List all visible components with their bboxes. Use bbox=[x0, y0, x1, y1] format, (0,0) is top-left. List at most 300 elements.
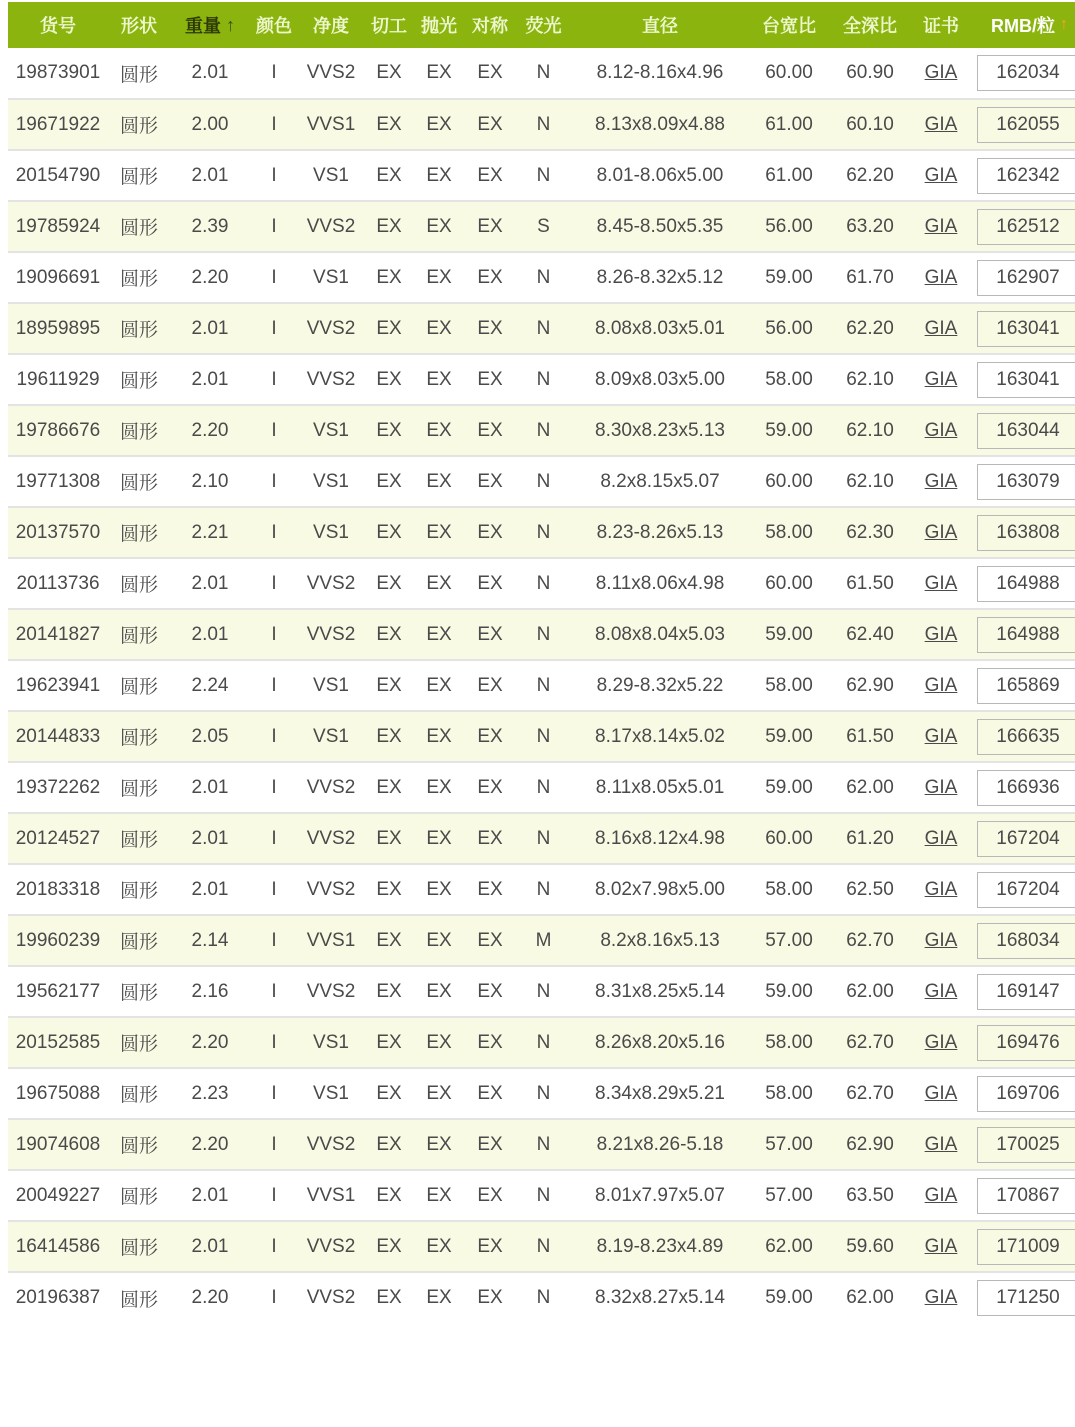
cert-link[interactable]: GIA bbox=[924, 419, 958, 441]
cell-polish bbox=[414, 405, 464, 456]
cell-weight bbox=[170, 456, 250, 507]
price-box[interactable] bbox=[977, 107, 1075, 143]
cell-item-no bbox=[8, 1017, 108, 1068]
clarity: VVS2 bbox=[306, 62, 356, 83]
weight: 2.21 bbox=[191, 521, 229, 543]
shape: 圆形 bbox=[119, 524, 158, 545]
cell-clarity bbox=[298, 558, 364, 609]
cell-depth-ratio bbox=[829, 1272, 911, 1323]
table-ratio: 56.00 bbox=[765, 317, 813, 339]
cell-polish bbox=[414, 1119, 464, 1170]
weight: 2.01 bbox=[191, 1184, 229, 1206]
polish-grade: EX bbox=[426, 572, 452, 594]
cert-link[interactable]: GIA bbox=[924, 674, 958, 696]
price-box[interactable] bbox=[977, 821, 1075, 857]
cell-depth-ratio bbox=[829, 1221, 911, 1272]
col-header-fluorescence[interactable] bbox=[516, 2, 571, 48]
cell-item-no bbox=[8, 1170, 108, 1221]
diameter: 8.32x8.27x5.14 bbox=[595, 1287, 725, 1308]
price-value: 164988 bbox=[996, 623, 1060, 645]
color-grade: I bbox=[271, 1082, 277, 1104]
table-row bbox=[8, 864, 1075, 915]
depth-ratio: 62.10 bbox=[846, 419, 894, 441]
price-box[interactable] bbox=[977, 719, 1075, 755]
depth-ratio: 62.00 bbox=[846, 980, 894, 1002]
table-ratio: 60.00 bbox=[765, 827, 813, 849]
depth-ratio: 63.20 bbox=[846, 215, 894, 237]
cell-item-no bbox=[8, 1221, 108, 1272]
price-box[interactable] bbox=[977, 1280, 1075, 1316]
cell-fluorescence bbox=[516, 660, 571, 711]
cell-color bbox=[250, 864, 298, 915]
cell-diameter bbox=[571, 507, 749, 558]
col-header-item-no[interactable] bbox=[8, 2, 108, 48]
weight: 2.01 bbox=[191, 623, 229, 645]
col-header-table-ratio[interactable] bbox=[749, 2, 829, 48]
fluorescence: N bbox=[536, 164, 551, 186]
fluorescence: N bbox=[536, 572, 551, 594]
clarity: VVS1 bbox=[306, 1184, 356, 1206]
cert-link[interactable]: GIA bbox=[924, 1133, 958, 1155]
cell-item-no bbox=[8, 609, 108, 660]
cert-link[interactable]: GIA bbox=[924, 1287, 958, 1308]
cell-depth-ratio bbox=[829, 48, 911, 99]
item-no: 19671922 bbox=[15, 113, 101, 135]
cell-fluorescence bbox=[516, 507, 571, 558]
price-value: 162907 bbox=[996, 266, 1060, 288]
diameter: 8.01-8.06x5.00 bbox=[596, 164, 724, 186]
cell-weight bbox=[170, 1017, 250, 1068]
cell-item-no bbox=[8, 1068, 108, 1119]
cell-color bbox=[250, 303, 298, 354]
table-row bbox=[8, 303, 1075, 354]
cell-weight bbox=[170, 405, 250, 456]
price-value: 171250 bbox=[996, 1287, 1060, 1308]
col-header-cut[interactable] bbox=[364, 2, 414, 48]
price-box[interactable] bbox=[977, 362, 1075, 398]
cert-link[interactable]: GIA bbox=[924, 164, 958, 186]
weight: 2.10 bbox=[191, 470, 229, 492]
price-box[interactable] bbox=[977, 974, 1075, 1010]
polish-grade: EX bbox=[426, 1031, 452, 1053]
cell-color bbox=[250, 609, 298, 660]
col-header-diameter[interactable] bbox=[571, 2, 749, 48]
price-box[interactable] bbox=[977, 311, 1075, 347]
color-grade: I bbox=[271, 1287, 277, 1308]
cell-diameter bbox=[571, 1068, 749, 1119]
cell-clarity bbox=[298, 303, 364, 354]
cell-fluorescence bbox=[516, 711, 571, 762]
cell-polish bbox=[414, 966, 464, 1017]
cell-weight bbox=[170, 150, 250, 201]
cell-symmetry bbox=[464, 1170, 516, 1221]
depth-ratio: 62.90 bbox=[846, 674, 894, 696]
cell-cert bbox=[911, 915, 971, 966]
table-ratio: 59.00 bbox=[765, 419, 813, 441]
diameter: 8.31x8.25x5.14 bbox=[595, 980, 725, 1002]
cert-link[interactable]: GIA bbox=[924, 1184, 958, 1206]
cell-polish bbox=[414, 507, 464, 558]
diameter: 8.26-8.32x5.12 bbox=[596, 266, 724, 288]
cell-cert bbox=[911, 558, 971, 609]
cert-link[interactable]: GIA bbox=[924, 266, 958, 288]
color-grade: I bbox=[271, 623, 277, 645]
cell-item-no bbox=[8, 252, 108, 303]
cut-grade: EX bbox=[376, 1133, 402, 1155]
item-no: 20049227 bbox=[15, 1184, 101, 1206]
cut-grade: EX bbox=[376, 1082, 402, 1104]
cell-color bbox=[250, 1017, 298, 1068]
cert-link[interactable]: GIA bbox=[924, 1031, 958, 1053]
col-header-label: 抛光 bbox=[421, 16, 457, 36]
cell-shape bbox=[108, 813, 170, 864]
price-box[interactable] bbox=[977, 209, 1075, 245]
table-row bbox=[8, 711, 1075, 762]
clarity: VVS2 bbox=[306, 776, 356, 798]
cell-weight bbox=[170, 660, 250, 711]
cell-table-ratio bbox=[749, 456, 829, 507]
cell-cut bbox=[364, 711, 414, 762]
cell-price bbox=[971, 303, 1075, 354]
cell-fluorescence bbox=[516, 150, 571, 201]
cell-symmetry bbox=[464, 864, 516, 915]
cell-weight bbox=[170, 966, 250, 1017]
weight: 2.00 bbox=[191, 113, 229, 135]
clarity: VS1 bbox=[313, 419, 349, 441]
price-box[interactable] bbox=[977, 566, 1075, 602]
fluorescence: N bbox=[536, 317, 551, 339]
polish-grade: EX bbox=[426, 827, 452, 849]
price-value: 163079 bbox=[996, 470, 1060, 492]
col-header-shape[interactable] bbox=[108, 2, 170, 48]
weight: 2.39 bbox=[191, 215, 229, 237]
cell-fluorescence bbox=[516, 48, 571, 99]
cell-shape bbox=[108, 711, 170, 762]
shape: 圆形 bbox=[119, 779, 158, 800]
cell-table-ratio bbox=[749, 252, 829, 303]
polish-grade: EX bbox=[426, 1235, 452, 1257]
price-box[interactable] bbox=[977, 158, 1075, 194]
shape: 圆形 bbox=[119, 269, 158, 290]
shape: 圆形 bbox=[119, 626, 158, 647]
cell-cert bbox=[911, 966, 971, 1017]
cell-polish bbox=[414, 456, 464, 507]
cert-link[interactable]: GIA bbox=[924, 827, 958, 849]
table-row bbox=[8, 1017, 1075, 1068]
symmetry-grade: EX bbox=[477, 521, 503, 543]
item-no: 19611929 bbox=[16, 368, 100, 390]
polish-grade: EX bbox=[426, 980, 452, 1002]
cell-diameter bbox=[571, 150, 749, 201]
cell-symmetry bbox=[464, 660, 516, 711]
cell-polish bbox=[414, 609, 464, 660]
cert-link[interactable]: GIA bbox=[924, 62, 958, 83]
cell-diameter bbox=[571, 864, 749, 915]
table-row bbox=[8, 99, 1075, 150]
fluorescence: M bbox=[535, 929, 552, 951]
table-row bbox=[8, 966, 1075, 1017]
price-value: 170025 bbox=[996, 1133, 1060, 1155]
cell-clarity bbox=[298, 456, 364, 507]
col-header-cert[interactable] bbox=[911, 2, 971, 48]
cell-weight bbox=[170, 48, 250, 99]
weight: 2.01 bbox=[191, 317, 229, 339]
cell-symmetry bbox=[464, 1272, 516, 1323]
cell-color bbox=[250, 1221, 298, 1272]
col-header-price[interactable] bbox=[971, 2, 1075, 48]
table-ratio: 59.00 bbox=[765, 980, 813, 1002]
diameter: 8.16x8.12x4.98 bbox=[595, 827, 725, 849]
cell-clarity bbox=[298, 915, 364, 966]
cell-shape bbox=[108, 660, 170, 711]
price-box[interactable] bbox=[977, 1127, 1075, 1163]
price-value: 166936 bbox=[996, 776, 1060, 798]
cell-diameter bbox=[571, 1272, 749, 1323]
cell-price bbox=[971, 150, 1075, 201]
shape: 圆形 bbox=[119, 830, 158, 851]
table-row bbox=[8, 507, 1075, 558]
weight: 2.05 bbox=[191, 725, 229, 747]
cell-shape bbox=[108, 303, 170, 354]
cell-depth-ratio bbox=[829, 354, 911, 405]
price-box[interactable] bbox=[977, 1025, 1075, 1061]
price-box[interactable] bbox=[977, 515, 1075, 551]
weight: 2.20 bbox=[191, 1031, 229, 1053]
cell-cert bbox=[911, 1272, 971, 1323]
col-header-symmetry[interactable] bbox=[464, 2, 516, 48]
cert-link[interactable]: GIA bbox=[924, 215, 958, 237]
polish-grade: EX bbox=[426, 368, 452, 390]
cut-grade: EX bbox=[376, 827, 402, 849]
cell-cut bbox=[364, 813, 414, 864]
cert-link[interactable]: GIA bbox=[924, 470, 958, 492]
price-value: 162512 bbox=[996, 215, 1060, 237]
cell-color bbox=[250, 813, 298, 864]
symmetry-grade: EX bbox=[477, 1287, 503, 1308]
table-row bbox=[8, 915, 1075, 966]
price-box[interactable] bbox=[977, 1178, 1075, 1214]
cell-symmetry bbox=[464, 201, 516, 252]
price-value: 163041 bbox=[996, 317, 1060, 339]
cell-item-no bbox=[8, 48, 108, 99]
cell-cut bbox=[364, 1170, 414, 1221]
fluorescence: N bbox=[536, 1235, 551, 1257]
cert-link[interactable]: GIA bbox=[924, 572, 958, 594]
polish-grade: EX bbox=[426, 521, 452, 543]
color-grade: I bbox=[271, 1133, 277, 1155]
cell-cut bbox=[364, 405, 414, 456]
color-grade: I bbox=[271, 878, 277, 900]
table-row bbox=[8, 1119, 1075, 1170]
item-no: 19771308 bbox=[15, 470, 101, 492]
cell-depth-ratio bbox=[829, 558, 911, 609]
cut-grade: EX bbox=[376, 419, 402, 441]
cell-clarity bbox=[298, 609, 364, 660]
color-grade: I bbox=[271, 164, 277, 186]
symmetry-grade: EX bbox=[477, 1235, 503, 1257]
cell-cut bbox=[364, 966, 414, 1017]
price-box[interactable] bbox=[977, 668, 1075, 704]
cut-grade: EX bbox=[376, 266, 402, 288]
symmetry-grade: EX bbox=[477, 470, 503, 492]
cell-symmetry bbox=[464, 915, 516, 966]
cell-price bbox=[971, 1068, 1075, 1119]
col-header-weight[interactable] bbox=[170, 2, 250, 48]
price-value: 166635 bbox=[996, 725, 1060, 747]
diameter: 8.11x8.06x4.98 bbox=[595, 572, 725, 594]
cert-link[interactable]: GIA bbox=[924, 317, 958, 339]
cert-link[interactable]: GIA bbox=[924, 1235, 958, 1257]
cell-cert bbox=[911, 660, 971, 711]
cell-color bbox=[250, 711, 298, 762]
cell-cert bbox=[911, 1017, 971, 1068]
polish-grade: EX bbox=[426, 317, 452, 339]
cell-depth-ratio bbox=[829, 405, 911, 456]
clarity: VS1 bbox=[313, 674, 349, 696]
cell-fluorescence bbox=[516, 558, 571, 609]
cert-link[interactable]: GIA bbox=[924, 776, 958, 798]
cell-cut bbox=[364, 1068, 414, 1119]
cell-price bbox=[971, 456, 1075, 507]
cert-link[interactable]: GIA bbox=[924, 113, 958, 135]
cell-diameter bbox=[571, 48, 749, 99]
cell-depth-ratio bbox=[829, 966, 911, 1017]
shape: 圆形 bbox=[119, 64, 158, 86]
cert-link[interactable]: GIA bbox=[924, 623, 958, 645]
cell-symmetry bbox=[464, 609, 516, 660]
weight: 2.01 bbox=[191, 572, 229, 594]
table-ratio: 62.00 bbox=[765, 1235, 813, 1257]
symmetry-grade: EX bbox=[477, 674, 503, 696]
item-no: 20152585 bbox=[15, 1031, 101, 1053]
weight: 2.01 bbox=[191, 776, 229, 798]
col-header-depth-ratio[interactable] bbox=[829, 2, 911, 48]
col-header-clarity[interactable] bbox=[298, 2, 364, 48]
cell-diameter bbox=[571, 1170, 749, 1221]
cert-link[interactable]: GIA bbox=[924, 521, 958, 543]
price-value: 169476 bbox=[996, 1031, 1060, 1053]
cell-color bbox=[250, 150, 298, 201]
price-box[interactable] bbox=[977, 55, 1075, 91]
cell-weight bbox=[170, 1221, 250, 1272]
symmetry-grade: EX bbox=[477, 215, 503, 237]
shape: 圆形 bbox=[119, 320, 158, 341]
cell-price bbox=[971, 1221, 1075, 1272]
cell-cert bbox=[911, 1221, 971, 1272]
price-box[interactable] bbox=[977, 464, 1075, 500]
cell-polish bbox=[414, 1272, 464, 1323]
cell-fluorescence bbox=[516, 405, 571, 456]
diameter: 8.11x8.05x5.01 bbox=[595, 776, 725, 798]
weight: 2.20 bbox=[191, 266, 229, 288]
cell-item-no bbox=[8, 354, 108, 405]
cell-table-ratio bbox=[749, 966, 829, 1017]
cell-shape bbox=[108, 1068, 170, 1119]
cell-table-ratio bbox=[749, 711, 829, 762]
cell-item-no bbox=[8, 558, 108, 609]
color-grade: I bbox=[271, 215, 277, 237]
polish-grade: EX bbox=[426, 419, 452, 441]
cell-table-ratio bbox=[749, 558, 829, 609]
cell-color bbox=[250, 354, 298, 405]
cell-color bbox=[250, 507, 298, 558]
color-grade: I bbox=[271, 113, 277, 135]
cell-shape bbox=[108, 150, 170, 201]
cell-clarity bbox=[298, 1119, 364, 1170]
item-no: 20144833 bbox=[15, 725, 101, 747]
price-box[interactable] bbox=[977, 1076, 1075, 1112]
cell-diameter bbox=[571, 660, 749, 711]
cell-fluorescence bbox=[516, 303, 571, 354]
price-box[interactable] bbox=[977, 923, 1075, 959]
cell-item-no bbox=[8, 150, 108, 201]
cell-price bbox=[971, 813, 1075, 864]
cell-cut bbox=[364, 660, 414, 711]
price-box[interactable] bbox=[977, 770, 1075, 806]
cell-cut bbox=[364, 1272, 414, 1323]
cell-shape bbox=[108, 354, 170, 405]
cert-link[interactable]: GIA bbox=[924, 929, 958, 951]
color-grade: I bbox=[271, 725, 277, 747]
cert-link[interactable]: GIA bbox=[924, 980, 958, 1002]
symmetry-grade: EX bbox=[477, 164, 503, 186]
price-box[interactable] bbox=[977, 413, 1075, 449]
cell-depth-ratio bbox=[829, 711, 911, 762]
cell-shape bbox=[108, 48, 170, 99]
weight: 2.01 bbox=[191, 827, 229, 849]
cell-symmetry bbox=[464, 711, 516, 762]
cell-item-no bbox=[8, 864, 108, 915]
cert-link[interactable]: GIA bbox=[924, 1082, 958, 1104]
cut-grade: EX bbox=[376, 776, 402, 798]
fluorescence: N bbox=[536, 1133, 551, 1155]
cell-diameter bbox=[571, 1017, 749, 1068]
cell-diameter bbox=[571, 711, 749, 762]
col-header-color[interactable] bbox=[250, 2, 298, 48]
cell-polish bbox=[414, 660, 464, 711]
price-box[interactable] bbox=[977, 617, 1075, 653]
cell-fluorescence bbox=[516, 456, 571, 507]
weight: 2.01 bbox=[191, 878, 229, 900]
price-box[interactable] bbox=[977, 872, 1075, 908]
polish-grade: EX bbox=[426, 1133, 452, 1155]
diameter: 8.2x8.16x5.13 bbox=[600, 929, 720, 951]
cert-link[interactable]: GIA bbox=[924, 878, 958, 900]
cell-item-no bbox=[8, 201, 108, 252]
cell-depth-ratio bbox=[829, 99, 911, 150]
table-row bbox=[8, 354, 1075, 405]
depth-ratio: 61.50 bbox=[846, 725, 894, 747]
item-no: 19074608 bbox=[15, 1133, 101, 1155]
fluorescence: N bbox=[536, 674, 551, 696]
cell-item-no bbox=[8, 1119, 108, 1170]
cell-fluorescence bbox=[516, 1119, 571, 1170]
cell-price bbox=[971, 48, 1075, 99]
price-box[interactable] bbox=[977, 260, 1075, 296]
cert-link[interactable]: GIA bbox=[924, 725, 958, 747]
price-value: 169706 bbox=[996, 1082, 1060, 1104]
table-row bbox=[8, 1068, 1075, 1119]
item-no: 18959895 bbox=[15, 317, 101, 339]
cell-shape bbox=[108, 864, 170, 915]
col-header-polish[interactable] bbox=[414, 2, 464, 48]
shape: 圆形 bbox=[119, 677, 158, 698]
clarity: VS1 bbox=[313, 725, 349, 747]
cert-link[interactable]: GIA bbox=[924, 368, 958, 390]
clarity: VS1 bbox=[313, 1082, 349, 1104]
price-box[interactable] bbox=[977, 1229, 1075, 1265]
fluorescence: N bbox=[536, 776, 551, 798]
